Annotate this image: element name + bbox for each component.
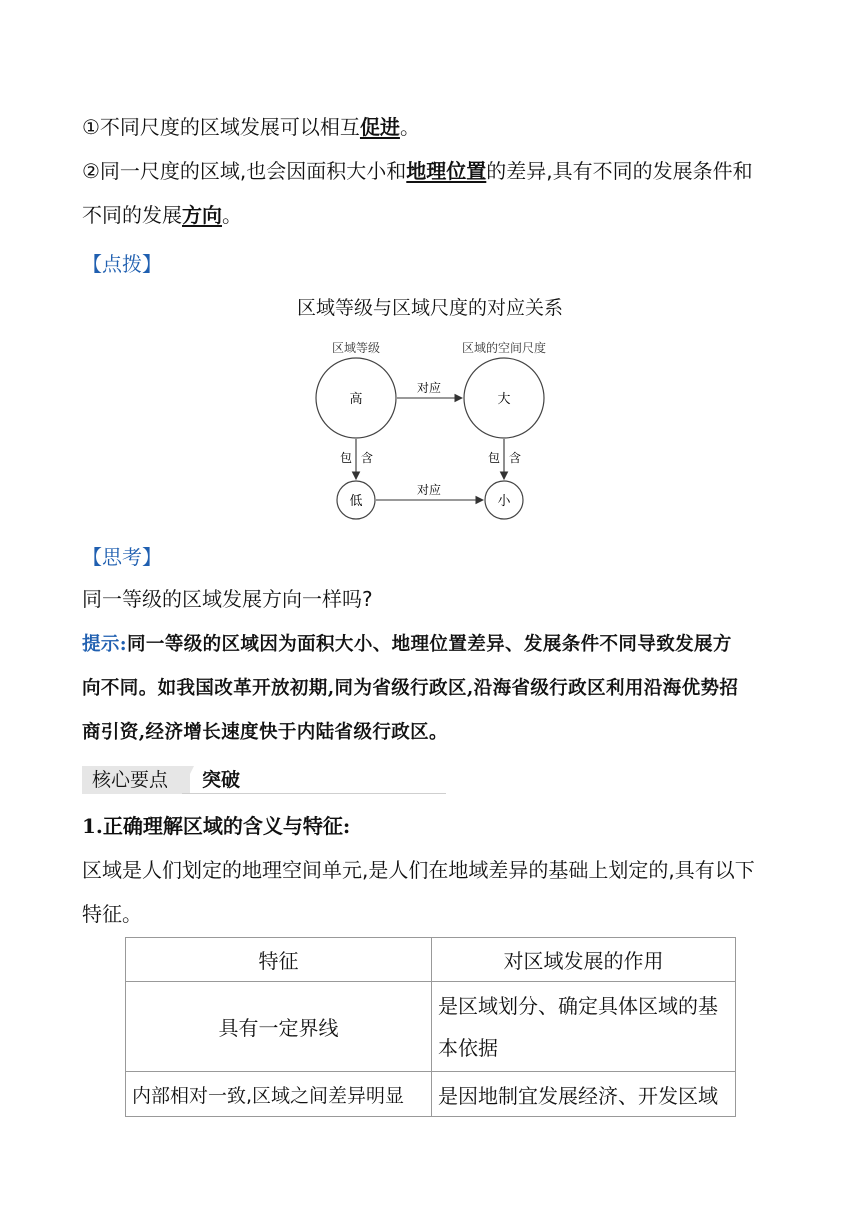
region-scale-diagram [300,330,570,530]
table-header-cell: 特征 [126,938,432,982]
hint-line-1 [82,630,732,656]
big-label: 大 [497,392,511,407]
left-header: 区域等级 [331,341,381,355]
paragraph-promote [82,113,420,141]
low-label: 低 [349,494,363,509]
table-cell: 是因地制宜发展经济、开发区域 [432,1072,736,1117]
text: 。 [399,115,420,139]
table-cell: 内部相对一致,区域之间差异明显 [126,1072,432,1117]
text: 同一等级的区域因为面积大小、地理位置差异、发展条件不同导致发展方 [127,634,732,655]
bottom-arrow-label: 对应 [416,483,442,497]
top-arrow-label: 对应 [416,381,442,395]
text: 不同的发展 [82,203,182,227]
body-line-1: 区域是人们划定的地理空间单元,是人们在地域差异的基础上划定的,具有以下 [82,858,755,882]
question: 同一等级的区域发展方向一样吗? [82,587,373,611]
banner-tail [180,766,194,794]
small-label: 小 [497,494,511,509]
right-header: 区域的空间尺度 [461,341,547,355]
right-bao: 包 [487,451,501,465]
table-header-row [126,938,736,982]
key-term: 促进 [359,115,400,139]
body-line-2: 特征。 [82,902,142,926]
text: ①不同尺度的区域发展可以相互 [82,115,360,139]
key-term: 方向 [182,203,222,227]
left-bao: 包 [339,451,353,465]
table-row [126,982,736,1072]
table-header-cell: 对区域发展的作用 [432,938,736,982]
sikao-heading: 【思考】 [82,545,162,569]
hint-line-2: 向不同。如我国改革开放初期,同为省级行政区,沿海省级行政区利用沿海优势招 [82,678,739,699]
paragraph-direction [82,201,242,229]
banner-rule [182,793,446,794]
banner-tag-2: 突破 [202,769,241,791]
paragraph-same-scale [82,157,753,185]
section-heading: 1.正确理解区域的含义与特征: [82,814,351,838]
table-cell: 具有一定界线 [126,982,432,1072]
text: 的差异,具有不同的发展条件和 [486,159,753,183]
text: 。 [222,203,242,227]
dianbo-heading: 【点拨】 [82,252,162,276]
section-banner [82,766,446,794]
banner-tag: 核心要点 [82,766,190,794]
right-han: 含 [508,451,522,465]
left-han: 含 [360,451,374,465]
high-label: 高 [349,392,363,407]
table-row [126,1072,736,1117]
key-term: 地理位置 [406,159,487,183]
table-cell: 是区域划分、确定具体区域的基本依据 [432,982,736,1072]
text: ②同一尺度的区域,也会因面积大小和 [82,159,407,183]
feature-table [125,937,736,1117]
hint-line-3: 商引资,经济增长速度快于内陆省级行政区。 [82,722,448,743]
hint-label: 提示: [82,634,128,655]
diagram-title: 区域等级与区域尺度的对应关系 [296,297,563,319]
